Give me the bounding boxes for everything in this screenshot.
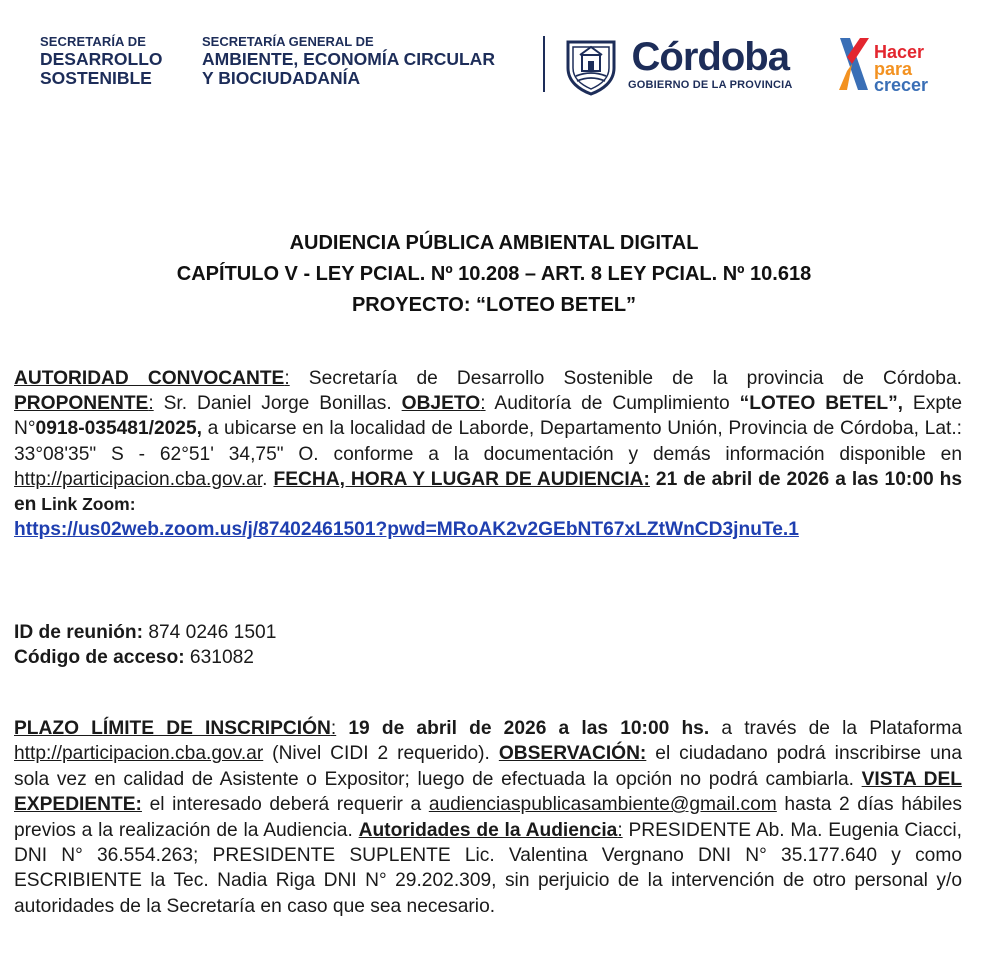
- objeto-text-3: a ubicarse en la localidad de Laborde, Departamento Unión, Provincia de Córdoba, Lat.: 33°08'35" S - 62°51' 34,75" O. conforme a la documentación y demás información disponible en: [14, 418, 962, 465]
- org2-small: SECRETARÍA GENERAL DE: [202, 34, 374, 49]
- plazo-text: a través de la Plataforma: [709, 718, 962, 739]
- hacer-para-crecer-mark-icon: [836, 34, 872, 94]
- coat-of-arms-icon: [562, 38, 620, 96]
- title-proyecto: PROYECTO: “LOTEO BETEL”: [351, 294, 637, 316]
- autoridades-sep: :: [617, 819, 623, 841]
- title-audiencia: AUDIENCIA PÚBLICA AMBIENTAL DIGITAL: [289, 232, 699, 254]
- vista-text-2: hasta 2 días hábiles previos a la realización de la Audiencia.: [14, 794, 962, 841]
- autoridades-text: PRESIDENTE Ab. Ma. Eugenia Ciacci, DNI N° 36.554.263; PRESIDENTE SUPLENTE Lic. Valentina Vergnano DNI N° 35.177.640 y como ESCRIBIENTE la Tec. Nadia Riga DNI N° 29.202.309, sin perjuicio de la intervención de otro personal y/o autoridades de la Secretaría en caso que sea necesario.: [14, 819, 962, 917]
- org2-line1: AMBIENTE, ECONOMÍA CIRCULAR: [202, 48, 495, 69]
- participacion-link[interactable]: http://participacion.cba.gov.ar: [14, 468, 263, 490]
- plazo-label: PLAZO LÍMITE DE INSCRIPCIÓN: [14, 718, 331, 739]
- para-word: para: [874, 58, 913, 79]
- paragraph-inscripcion: [14, 716, 962, 919]
- org1-line1: DESARROLLO: [40, 48, 163, 69]
- autoridad-text: Secretaría de Desarrollo Sostenible de la provincia de Córdoba.: [289, 368, 962, 389]
- paragraph-meeting-info: [14, 620, 962, 670]
- plataforma-link[interactable]: http://participacion.cba.gov.ar: [14, 743, 264, 765]
- access-code-label: Código de acceso:: [14, 647, 185, 668]
- zoom-link[interactable]: https://us02web.zoom.us/j/87402461501?pwd=MRoAK2v2GEbNT67xLZtWnCD3jnuTe.1: [14, 519, 799, 541]
- observacion-label: OBSERVACIÓN:: [498, 743, 647, 765]
- title-capitulo: CAPÍTULO V - LEY PCIAL. Nº 10.208 – ART. 8 LEY PCIAL. Nº 10.618: [176, 263, 812, 285]
- access-code-value: 631082: [184, 647, 254, 668]
- paragraph-convocatoria: [14, 366, 962, 542]
- org1-line2: SOSTENIBLE: [40, 68, 152, 89]
- hacer-para-crecer-logo: [874, 44, 928, 94]
- org-secretaria-desarrollo: [40, 35, 163, 89]
- org2-line2: Y BIOCIUDADANÍA: [202, 68, 361, 89]
- observacion-text: el ciudadano podrá inscribirse una sola vez en calidad de Asistente o Expositor; luego de efectuada la opción no podrá cambiarla.: [14, 743, 962, 790]
- objeto-project-name: “LOTEO BETEL”,: [739, 393, 904, 415]
- document-header: [0, 0, 988, 110]
- proponente-label: PROPONENTE: [14, 393, 149, 415]
- objeto-text-1: Auditoría de Cumplimiento: [485, 393, 740, 415]
- meeting-id-value: 874 0246 1501: [142, 622, 277, 643]
- zoom-label: Link Zoom:: [36, 494, 136, 515]
- org1-small: SECRETARÍA DE: [40, 34, 147, 49]
- vista-text: el interesado deberá requerir a: [141, 794, 429, 816]
- meeting-id-label: ID de reunión:: [14, 622, 143, 643]
- after-link: .: [262, 468, 274, 490]
- vista-label: VISTA DEL EXPEDIENTE:: [14, 768, 962, 816]
- objeto-label: OBJETO: [401, 393, 481, 415]
- proponente-text: Sr. Daniel Jorge Bonillas.: [153, 393, 402, 415]
- cordoba-logo: [628, 36, 793, 91]
- access-code-line: [14, 645, 962, 670]
- autoridad-label: AUTORIDAD CONVOCANTE: [14, 368, 285, 389]
- fecha-label: FECHA, HORA Y LUGAR DE AUDIENCIA:: [273, 468, 650, 490]
- hacer-word: Hacer: [874, 42, 925, 62]
- autoridad-sep: :: [284, 368, 290, 389]
- plazo-sep: :: [330, 718, 337, 739]
- plazo-text-2: (Nivel CIDI 2 requerido).: [263, 743, 499, 765]
- meeting-id-line: [14, 620, 962, 645]
- plazo-date: 19 de abril de 2026 a las 10:00 hs.: [336, 718, 710, 739]
- expediente-number: 0918-035481/2025,: [35, 418, 202, 440]
- fecha-text: 21 de abril de 2026 a las 10:00 hs en: [14, 468, 962, 516]
- objeto-sep: :: [480, 393, 486, 415]
- document-titles: [0, 228, 988, 321]
- email-link[interactable]: audienciaspublicasambiente@gmail.com: [428, 794, 777, 816]
- objeto-text-2: Expte N°: [14, 393, 962, 440]
- org-secretaria-ambiente: [202, 35, 495, 89]
- autoridades-label: Autoridades de la Audiencia: [358, 819, 618, 841]
- proponente-sep: :: [148, 393, 154, 415]
- crecer-word: crecer: [874, 75, 929, 96]
- header-divider: [543, 36, 545, 92]
- cordoba-name: Córdoba: [631, 35, 789, 79]
- cordoba-sub: GOBIERNO DE LA PROVINCIA: [628, 79, 793, 91]
